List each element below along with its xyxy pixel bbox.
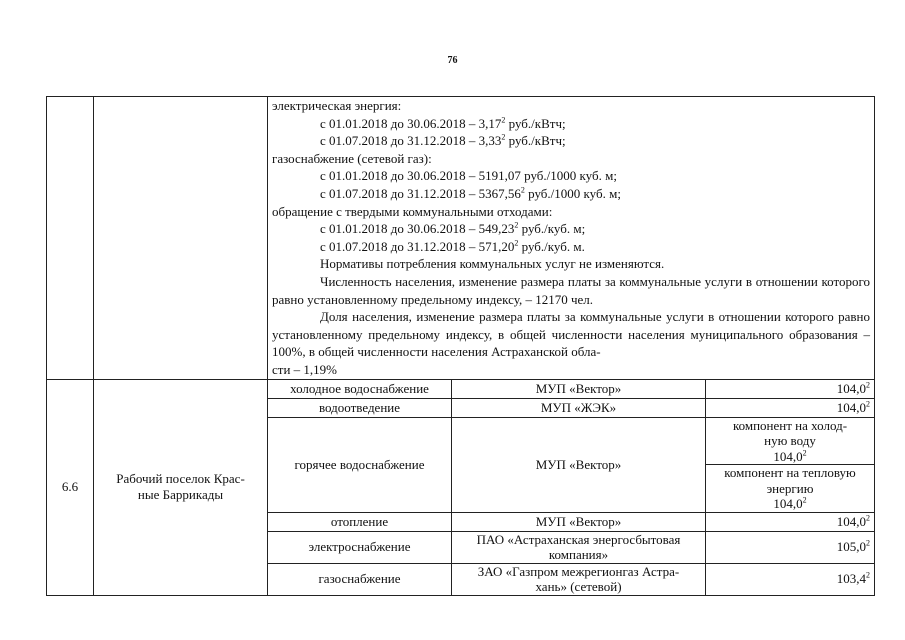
electricity-heading: электрическая энергия:: [272, 98, 402, 113]
value-gas: 103,4$^2$: [706, 563, 875, 595]
electricity-line: с 01.01.2018 до 30.06.2018 – 3,17$^2$ руб./кВтч;: [320, 115, 566, 131]
service-heating: отопление: [268, 512, 452, 531]
provider-sewage: МУП «ЖЭК»: [452, 398, 706, 417]
place-cell-empty: [94, 97, 268, 380]
service-cold-water: холодное водоснабжение: [268, 379, 452, 398]
service-electricity: электроснабжение: [268, 531, 452, 563]
table-row: [47, 379, 875, 398]
row-index: 6.6: [47, 379, 94, 595]
provider-hot-water: МУП «Вектор»: [452, 417, 706, 512]
value-hot-water-cold-component: компонент на холод- ную воду 104,0$^2$: [706, 417, 875, 465]
norms-paragraph: Нормативы потребления коммунальных услуг не изменяются.: [320, 256, 665, 272]
page-number: 76: [447, 55, 458, 66]
value-heating: 104,0$^2$: [706, 512, 875, 531]
electricity-line: с 01.07.2018 до 31.12.2018 – 3,33$^2$ руб./кВтч;: [320, 132, 566, 149]
service-gas: газоснабжение: [268, 563, 452, 595]
waste-line: с 01.01.2018 до 30.06.2018 – 549,23$^2$ руб./куб. м;: [320, 220, 586, 237]
provider-cold-water: МУП «Вектор»: [452, 379, 706, 398]
population-paragraph: Численность населения, изменение размера платы за коммунальные услуги в отношении которого равно установленному предельному индексу, – 12170 чел.: [272, 273, 871, 307]
provider-electricity: ПАО «Астраханская энергосбытовая компания»: [452, 531, 706, 563]
provider-heating: МУП «Вектор»: [452, 512, 706, 531]
gas-line: с 01.01.2018 до 30.06.2018 – 5191,07 руб./1000 куб. м;: [320, 168, 617, 184]
continuation-row: [47, 97, 875, 380]
share-paragraph-end: сти – 1,19%: [272, 361, 337, 377]
waste-heading: обращение с твердыми коммунальными отходами:: [272, 203, 553, 219]
service-hot-water: горячее водоснабжение: [268, 417, 452, 512]
gas-line: с 01.07.2018 до 31.12.2018 – 5367,56$^2$ руб./1000 куб. м;: [320, 185, 621, 201]
value-hot-water-heat-component: компонент на тепловую энергию 104,0$^2$: [706, 465, 875, 513]
continuation-text: [268, 97, 875, 380]
waste-line: с 01.07.2018 до 31.12.2018 – 571,20$^2$ руб./куб. м.: [320, 238, 585, 254]
service-sewage: водоотведение: [268, 398, 452, 417]
provider-gas: ЗАО «Газпром межрегионгаз Астра- хань» (сетевой): [452, 563, 706, 595]
value-sewage: 104,0$^2$: [706, 398, 875, 417]
gas-heading: газоснабжение (сетевой газ):: [272, 150, 432, 166]
index-cell-empty: [47, 97, 94, 380]
tariff-table: [46, 96, 875, 596]
place-name: Рабочий поселок Крас- ные Баррикады: [94, 379, 268, 595]
value-electricity: 105,0$^2$: [706, 531, 875, 563]
value-cold-water: 104,0$^2$: [706, 379, 875, 398]
share-paragraph: Доля населения, изменение размера платы за коммунальные услуги в отношении которого равно установленному предельному индексу, в общей численности населения муниципального образования – 100%, в общей численности населения Астраханской обла-: [272, 309, 871, 360]
